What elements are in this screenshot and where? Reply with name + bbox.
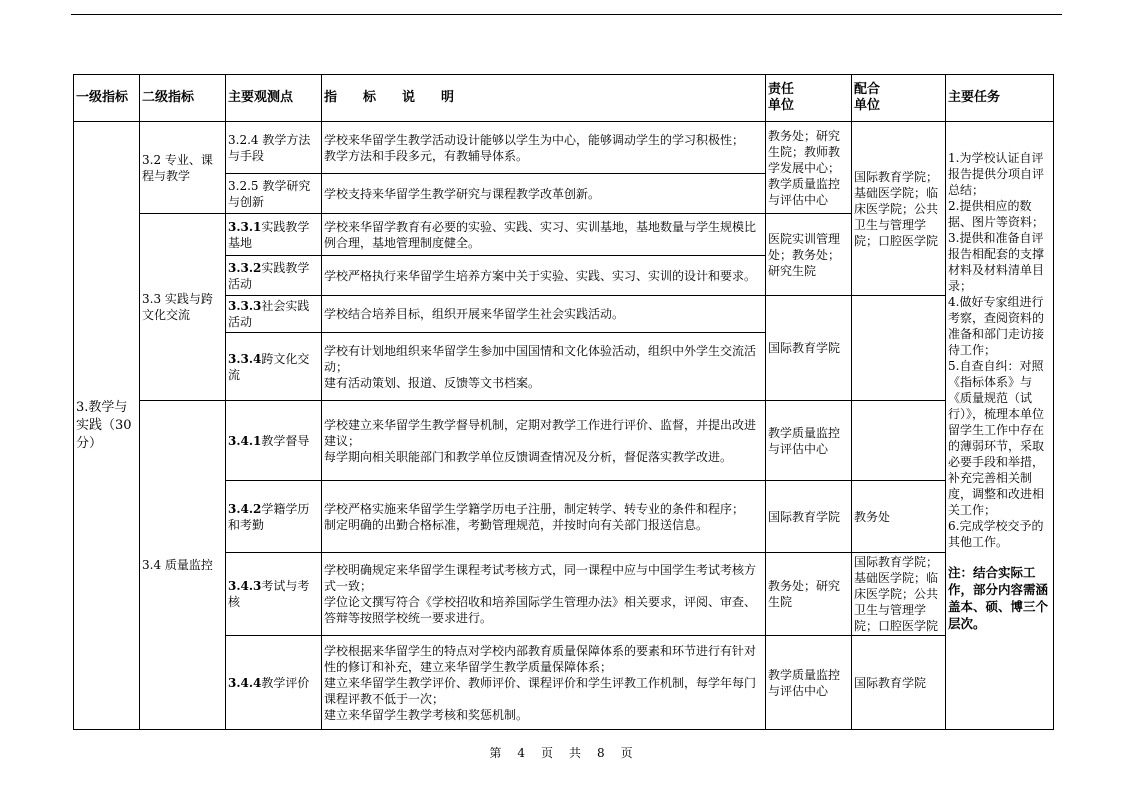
indicator-description: 学校来华留学生教学活动设计能够以学生为中心，能够调动学生的学习积极性； 教学方法和手段多元，有教辅导体系。 bbox=[322, 122, 766, 174]
cooperating-unit: 国际教育学院 bbox=[852, 636, 946, 730]
header-cooperating-unit: 配合 单位 bbox=[852, 75, 946, 122]
evaluation-table bbox=[73, 74, 1054, 730]
level2-cell-3-3: 3.3 实践与跨文化交流 bbox=[140, 214, 226, 401]
header-indicator-description: 指 标 说 明 bbox=[322, 75, 766, 122]
cooperating-unit bbox=[852, 401, 946, 481]
indicator-description: 学校严格执行来华留学生培养方案中关于实验、实践、实习、实训的设计和要求。 bbox=[322, 256, 766, 296]
responsible-unit: 教学质量监控与评估中心 bbox=[766, 401, 852, 481]
task-item: 1.为学校认证自评报告提供分项自评总结； bbox=[948, 151, 1045, 197]
header-rule bbox=[71, 14, 1062, 15]
responsible-unit: 国际教育学院 bbox=[766, 481, 852, 553]
indicator-description: 学校明确规定来华留学生课程考试考核方式，同一课程中应与中国学生考试考核方式一致； 学位论文撰写符合《学校招收和培养国际学生管理办法》相关要求，评阅、审查、答辩等按照学校统一要求进行。 bbox=[322, 553, 766, 636]
cooperating-unit bbox=[852, 296, 946, 401]
observation-point: 3.2.4 教学方法与手段 bbox=[226, 122, 322, 174]
observation-point: 3.3.2实践教学活动 bbox=[226, 256, 322, 296]
task-item: 3.提供和准备自评报告相配套的支撑材料及材料清单目录； bbox=[948, 231, 1045, 293]
task-item: 2.提供相应的数据、图片等资料； bbox=[948, 199, 1045, 229]
header-level1: 一级指标 bbox=[74, 75, 140, 122]
responsible-unit: 教务处；研究生院 bbox=[766, 553, 852, 636]
task-item: 5.自查自纠：对照《指标体系》与《质量规范（试行）》，梳理本单位留学生工作中存在的薄弱环节，采取必要手段和举措，补充完善相关制度，调整和改进相关工作； bbox=[948, 359, 1045, 517]
observation-point: 3.4.1教学督导 bbox=[226, 401, 322, 481]
cooperating-unit: 教务处 bbox=[852, 481, 946, 553]
observation-point: 3.4.3考试与考核 bbox=[226, 553, 322, 636]
indicator-description: 学校严格实施来华留学生学籍学历电子注册，制定转学、转专业的条件和程序； 制定明确的出勤合格标准，考勤管理规范，并按时向有关部门报送信息。 bbox=[322, 481, 766, 553]
page-number: 4 bbox=[517, 746, 525, 760]
indicator-description: 学校结合培养目标，组织开展来华留学生社会实践活动。 bbox=[322, 296, 766, 333]
task-note: 注：结合实际工作，部分内容需涵盖本、硕、博三个层次。 bbox=[948, 565, 1049, 631]
page-footer: 第 4 页 共 8 页 bbox=[489, 746, 633, 760]
cooperating-unit: 国际教育学院；基础医学院；临床医学院；公共卫生与管理学院；口腔医学院 bbox=[852, 122, 946, 296]
indicator-description: 学校建立来华留学生教学督导机制，定期对教学工作进行评价、监督，并提出改进建议； 每学期向相关职能部门和教学单位反馈调查情况及分析，督促落实教学改进。 bbox=[322, 401, 766, 481]
indicator-description: 学校来华留学教育有必要的实验、实践、实习、实训基地，基地数量与学生规模比例合理，基地管理制度健全。 bbox=[322, 214, 766, 256]
task-item: 4.做好专家组进行考察，查阅资料的准备和部门走访接待工作； bbox=[948, 295, 1045, 357]
observation-point: 3.2.5 教学研究与创新 bbox=[226, 174, 322, 214]
table-row bbox=[74, 401, 1054, 481]
observation-point: 3.4.2学籍学历和考勤 bbox=[226, 481, 322, 553]
observation-point: 3.3.3社会实践活动 bbox=[226, 296, 322, 333]
table-header-row bbox=[74, 75, 1054, 122]
responsible-unit: 教务处；研究生院；教师教学发展中心；教学质量监控与评估中心 bbox=[766, 122, 852, 214]
header-responsible-unit: 责任 单位 bbox=[766, 75, 852, 122]
responsible-unit: 教学质量监控与评估中心 bbox=[766, 636, 852, 730]
responsible-unit: 医院实训管理处；教务处；研究生院 bbox=[766, 214, 852, 296]
header-level2: 二级指标 bbox=[140, 75, 226, 122]
main-tasks-cell bbox=[946, 122, 1054, 730]
task-item: 6.完成学校交予的其他工作。 bbox=[948, 519, 1044, 549]
header-observation-point: 主要观测点 bbox=[226, 75, 322, 122]
observation-point: 3.3.1实践教学基地 bbox=[226, 214, 322, 256]
responsible-unit: 国际教育学院 bbox=[766, 296, 852, 401]
cooperating-unit: 国际教育学院；基础医学院；临床医学院；公共卫生与管理学院；口腔医学院 bbox=[852, 553, 946, 636]
total-pages: 8 bbox=[597, 746, 605, 760]
observation-point: 3.3.4跨文化交流 bbox=[226, 333, 322, 401]
indicator-description: 学校支持来华留学生教学研究与课程教学改革创新。 bbox=[322, 174, 766, 214]
indicator-description: 学校有计划地组织来华留学生参加中国国情和文化体验活动，组织中外学生交流活动； 建有活动策划、报道、反馈等文书档案。 bbox=[322, 333, 766, 401]
level2-cell-3-2: 3.2 专业、课程与教学 bbox=[140, 122, 226, 214]
level2-cell-3-4: 3.4 质量监控 bbox=[140, 401, 226, 730]
indicator-description: 学校根据来华留学生的特点对学校内部教育质量保障体系的要素和环节进行有针对性的修订和补充，建立来华留学生教学质量保障体系； 建立来华留学生教学评价、教师评价、课程评价和学生评教工作机制，每学年每门课程评教不低于一次； 建立来华留学生教学考核和奖惩机制。 bbox=[322, 636, 766, 730]
table-row bbox=[74, 122, 1054, 174]
header-main-tasks: 主要任务 bbox=[946, 75, 1054, 122]
level1-cell: 3.教学与实践（30分） bbox=[74, 122, 140, 730]
observation-point: 3.4.4教学评价 bbox=[226, 636, 322, 730]
